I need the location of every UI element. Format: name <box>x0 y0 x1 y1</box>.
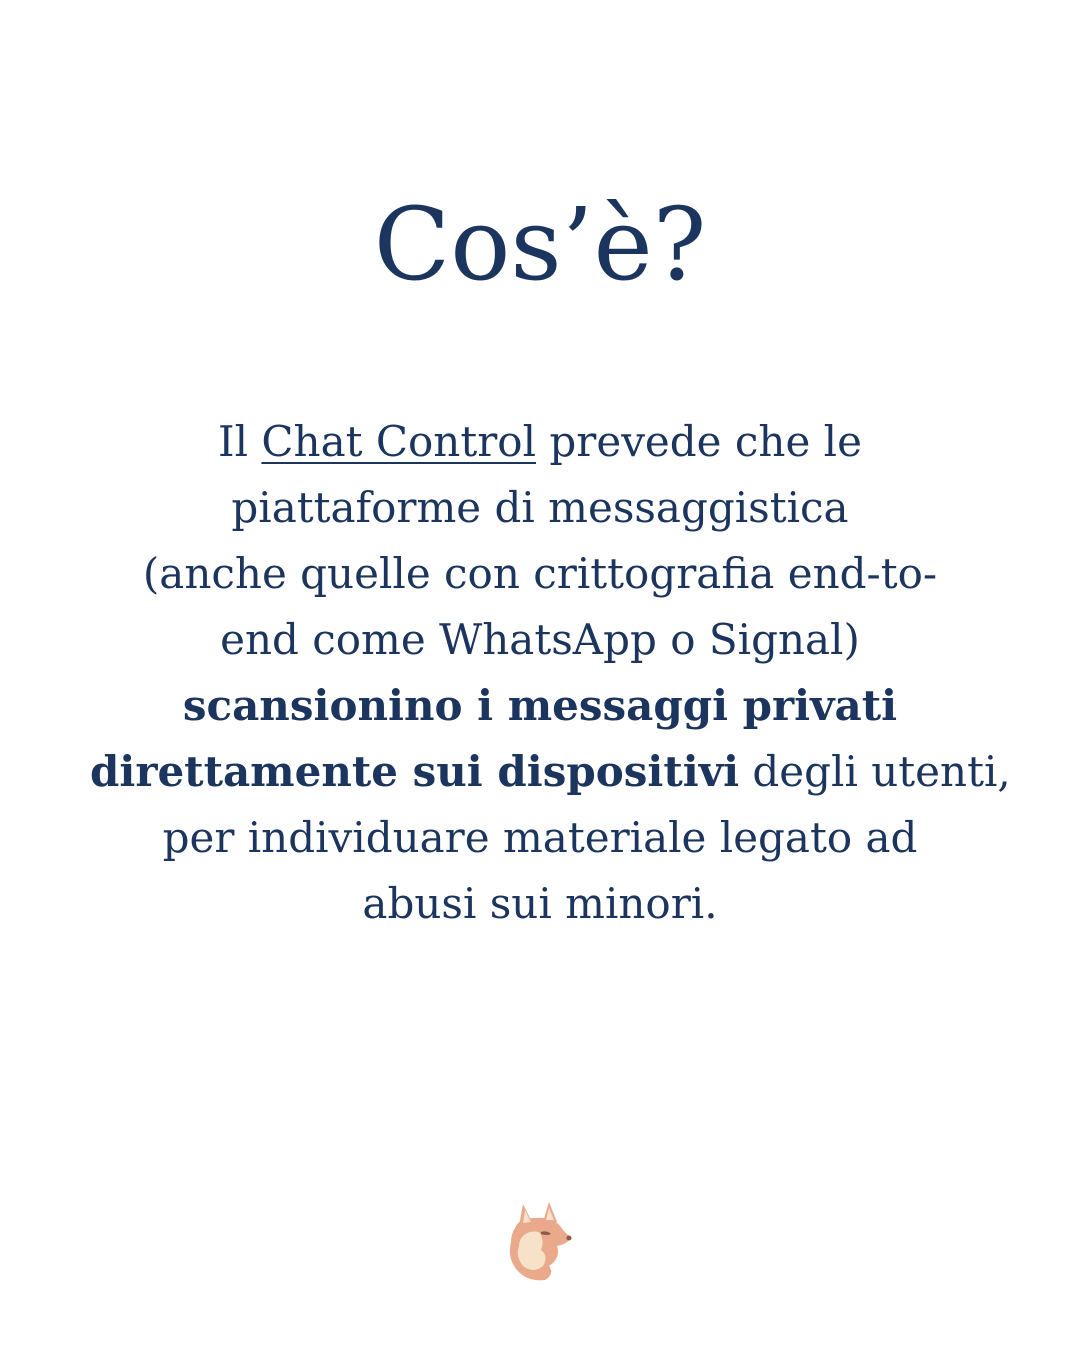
text-line-1 <box>90 409 990 475</box>
text-line-5-bold: scansionino i messaggi privati <box>182 681 898 730</box>
text-line-3: (anche quelle con crittografia end-to- <box>142 549 938 598</box>
text-line-2: piattaforme di messaggistica <box>231 483 849 532</box>
page-title: Cos’è? <box>373 186 707 303</box>
text-segment: prevede che le <box>536 417 862 466</box>
bold-text-segment: direttamente sui dispositivi <box>90 747 740 796</box>
text-segment: Il <box>218 417 262 466</box>
description-paragraph <box>90 409 1011 937</box>
text-line-8: abusi sui minori. <box>362 879 718 928</box>
chat-control-link[interactable]: Chat Control <box>261 417 537 466</box>
text-line-6 <box>90 739 1011 805</box>
text-line-4: end come WhatsApp o Signal) <box>220 615 860 664</box>
text-line-7: per individuare materiale legato ad <box>162 813 918 862</box>
fox-head-logo-icon <box>505 1200 575 1282</box>
text-segment: degli utenti, <box>739 747 1011 796</box>
